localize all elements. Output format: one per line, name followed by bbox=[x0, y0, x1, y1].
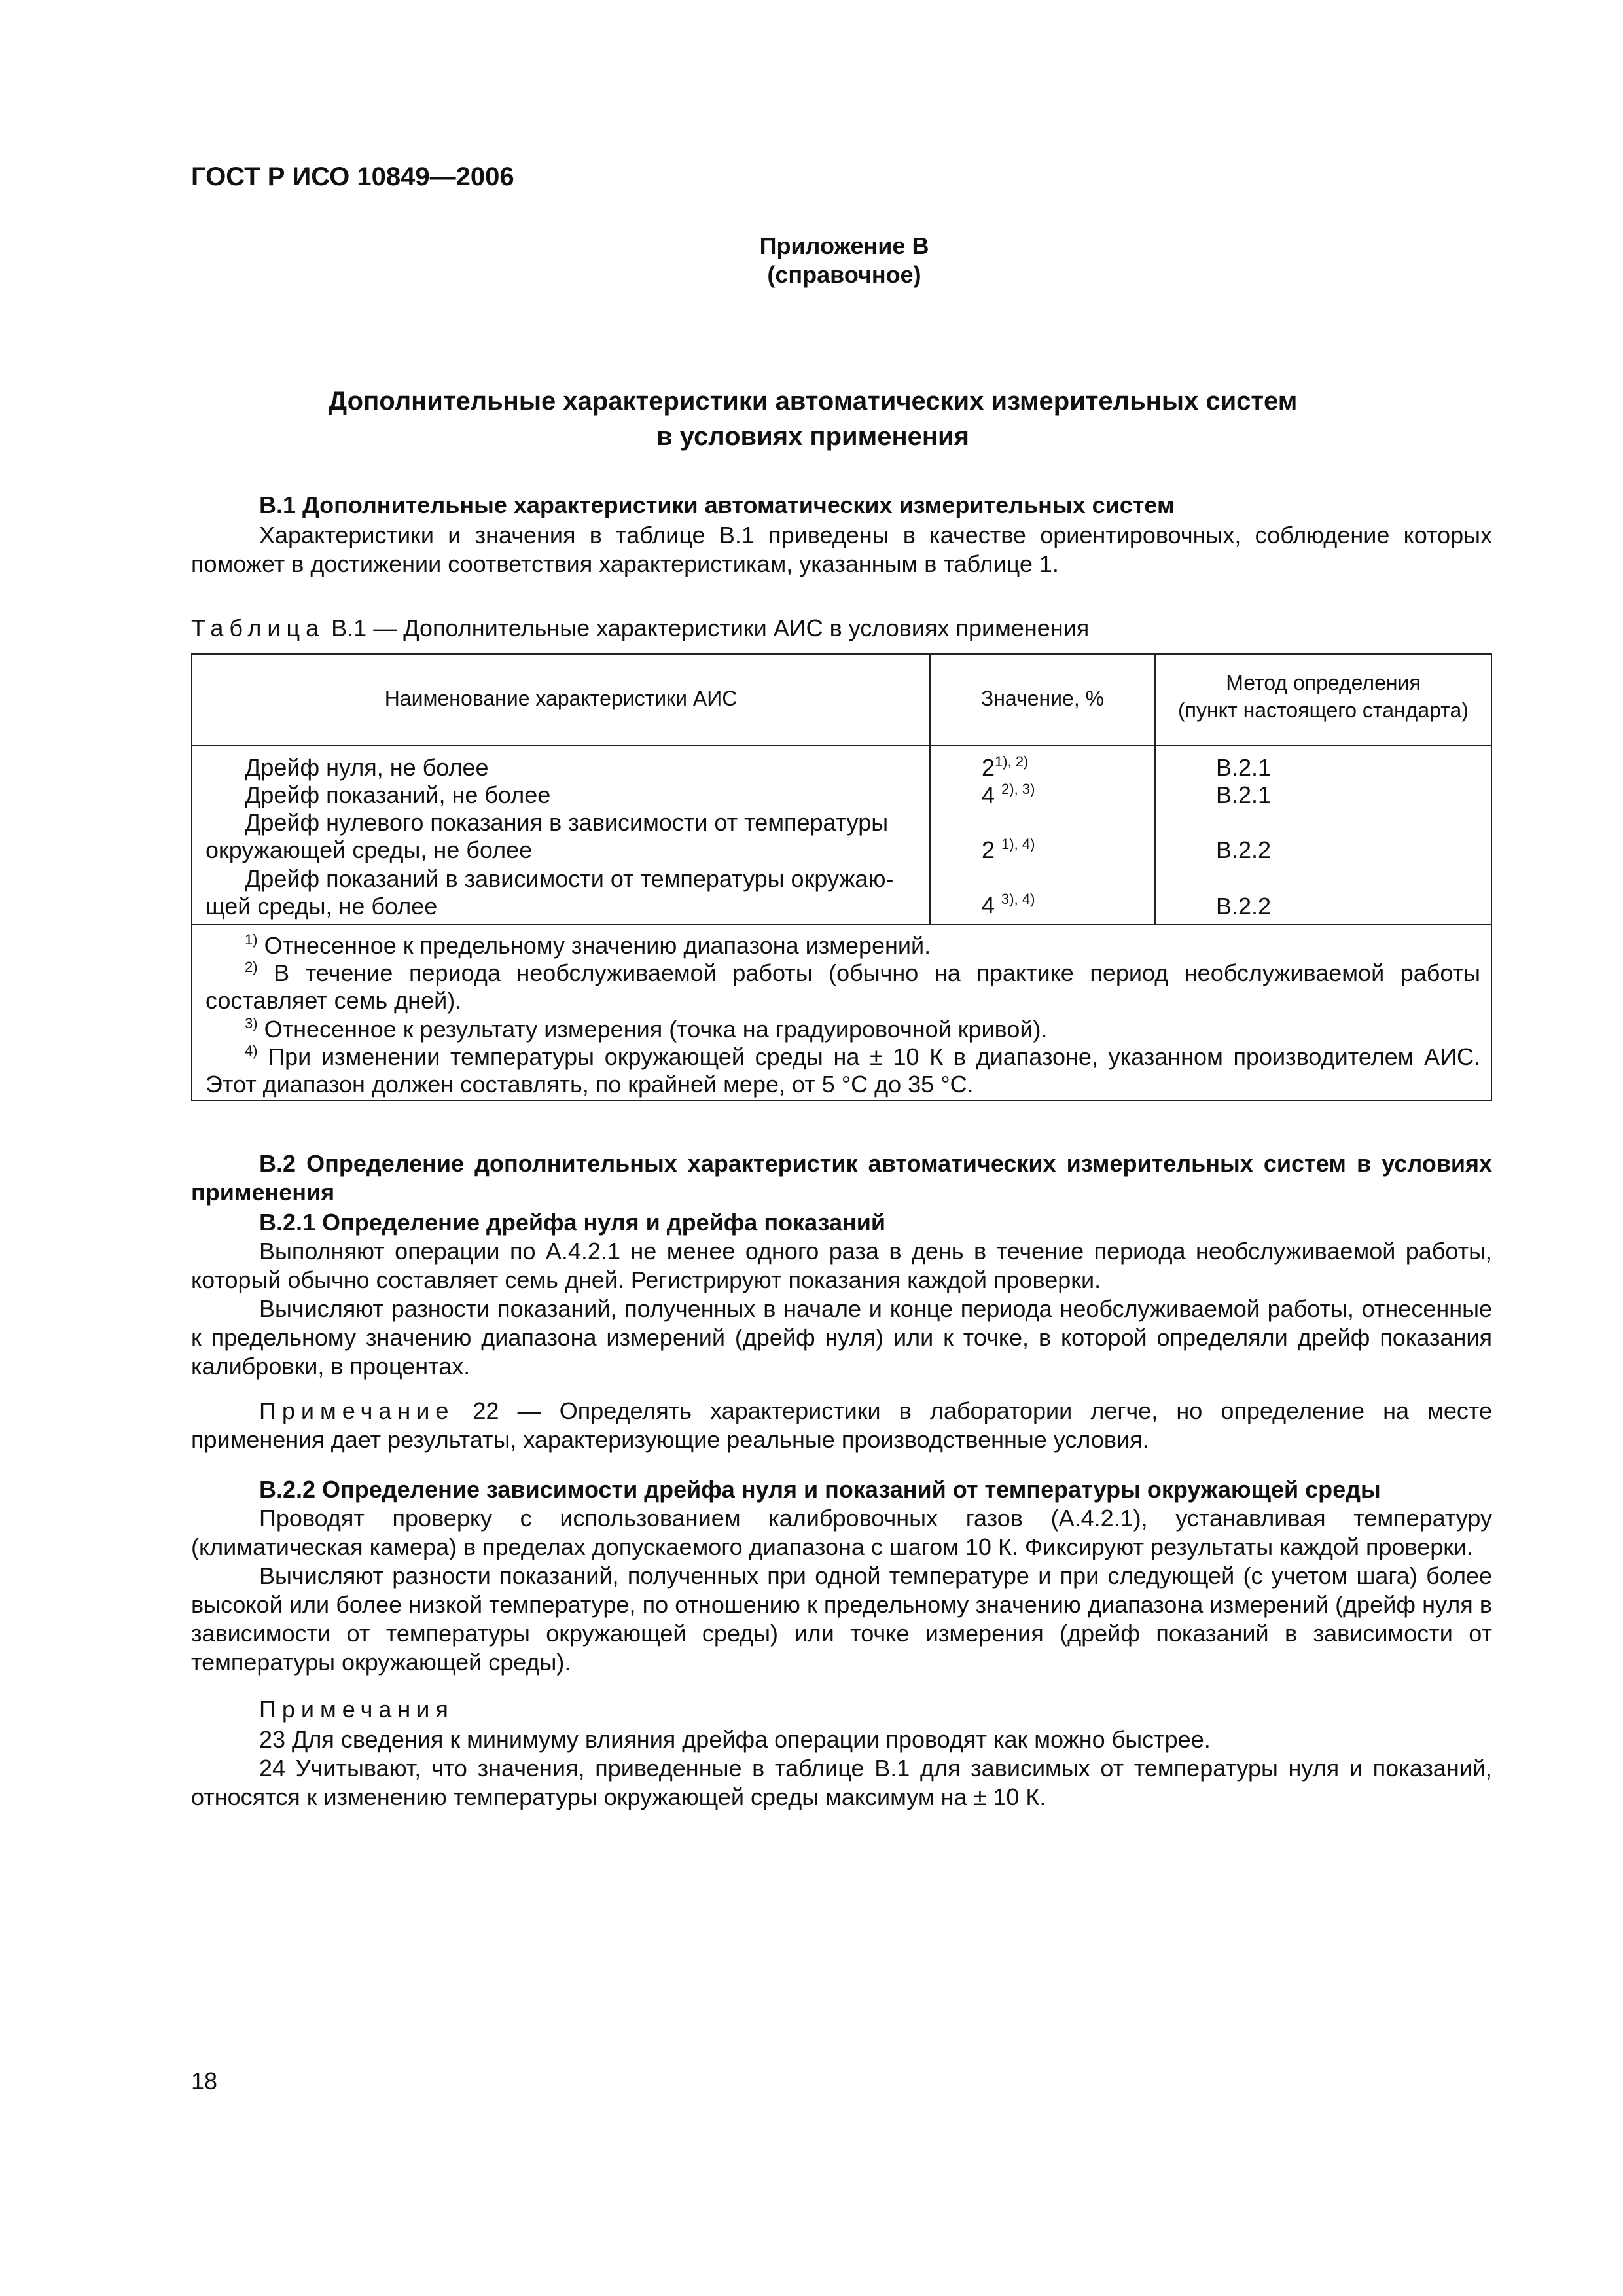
table-footnote bbox=[205, 932, 1480, 960]
table-row-name-line2: окружающей среды, не более bbox=[205, 836, 533, 863]
note-24: 24 Учитывают, что значения, приведенные в таблице В.1 для зависимых от температуры нуля и показаний, относятся к изменению температуры окружающей среды максимум на ± 10 К. bbox=[191, 1755, 1492, 1810]
table-b1 bbox=[191, 653, 1492, 1101]
footnote-mark: 2) bbox=[245, 959, 258, 975]
annex-label-block bbox=[720, 232, 969, 289]
table-row-name: Дрейф нуля, не более bbox=[245, 754, 489, 781]
table-value-number: 4 bbox=[982, 891, 995, 918]
footnote-text: Отнесенное к предельному значению диапазона измерений. bbox=[264, 932, 931, 959]
notes-label: Примечания bbox=[259, 1696, 454, 1723]
footnote-text: В течение периода необслуживаемой работы (обычно на практике период необслуживаемой работы составляет семь дней). bbox=[205, 960, 1480, 1014]
table-row-method: В.2.1 bbox=[1216, 781, 1272, 808]
table-row-value bbox=[982, 836, 1035, 864]
annex-label: Приложение В bbox=[759, 232, 929, 259]
footnote-text: Отнесенное к результату измерения (точка на градуировочной кривой). bbox=[264, 1016, 1048, 1043]
section-b21-paragraph2: Вычисляют разности показаний, полученных в начале и конце периода необслуживаемой работы, отнесенные к предельному значению диапазона измерений (дрейф нуля) или к точке, в которой определяли дрейф показания калибровки, в процентах. bbox=[191, 1295, 1492, 1380]
footnote-text: При изменении температуры окружающей среды на ± 10 К в диапазоне, указанном производителем АИС. Этот диапазон должен составлять, по крайней мере, от 5 °С до 35 °С. bbox=[205, 1043, 1480, 1098]
table-footnote bbox=[205, 1016, 1480, 1043]
table-value-number: 2 bbox=[982, 754, 995, 781]
annex-title-line2: в условиях применения bbox=[656, 422, 969, 451]
table-row-method: В.2.2 bbox=[1216, 893, 1272, 920]
note-22 bbox=[191, 1397, 1492, 1454]
table-caption-prefix: Таблица bbox=[191, 615, 325, 641]
table-row-method: В.2.1 bbox=[1216, 754, 1272, 781]
table-row-value bbox=[982, 781, 1035, 809]
table-header-name: Наименование характеристики АИС bbox=[384, 687, 738, 710]
footnote-mark: 3) bbox=[245, 1015, 258, 1031]
note-23: 23 Для сведения к минимуму влияния дрейфа операции проводят как можно быстрее. bbox=[259, 1726, 1211, 1753]
table-caption bbox=[191, 614, 1089, 643]
section-b1-heading: В.1 Дополнительные характеристики автоматических измерительных систем bbox=[259, 492, 1175, 518]
table-divider bbox=[192, 924, 1491, 925]
section-b21-paragraph1: Выполняют операции по А.4.2.1 не менее одного раза в день в течение периода необслуживаемой работы, который обычно составляет семь дней. Регистрируют показания каждой проверки. bbox=[191, 1238, 1492, 1293]
table-row-method: В.2.2 bbox=[1216, 836, 1272, 863]
table-value-footnote-mark: 1), 4) bbox=[1001, 836, 1035, 852]
footnote-mark: 1) bbox=[245, 931, 258, 948]
note-22-label: Примечание bbox=[259, 1397, 455, 1424]
annex-title-line1: Дополнительные характеристики автоматических измерительных систем bbox=[328, 387, 1298, 416]
table-row-name-line1: Дрейф показаний в зависимости от температуры окружаю- bbox=[245, 865, 894, 892]
section-b1-paragraph: Характеристики и значения в таблице В.1 приведены в качестве ориентировочных, соблюдение которых поможет в достижении соответствия характеристикам, указанным в таблице 1. bbox=[191, 522, 1492, 577]
section-b2-heading: В.2 Определение дополнительных характеристик автоматических измерительных систем в условиях применения bbox=[191, 1150, 1492, 1206]
note-22-text: 22 — Определять характеристики в лаборатории легче, но определение на месте применения дает результаты, характеризующие реальные производственные условия. bbox=[191, 1397, 1492, 1453]
table-footnote bbox=[205, 1043, 1480, 1098]
document-header: ГОСТ Р ИСО 10849—2006 bbox=[191, 162, 514, 191]
table-value-footnote-mark: 2), 3) bbox=[1001, 781, 1035, 797]
table-header-method-line2: (пункт настоящего стандарта) bbox=[1178, 698, 1469, 722]
annex-title bbox=[191, 384, 1435, 454]
table-value-footnote-mark: 3), 4) bbox=[1001, 891, 1035, 907]
section-b22-paragraph2: Вычисляют разности показаний, полученных при одной температуре и при следующей (с учетом шага) более высокой или более низкой температуре, по отношению к предельному значению диапазона измерений (дрейф нуля в зависимости от температуры окружающей среды) или точке измерения (дрейф показаний в зависимости от температуры окружающей среды). bbox=[191, 1562, 1492, 1676]
table-row-name: Дрейф показаний, не более bbox=[245, 781, 551, 808]
page-number: 18 bbox=[191, 2068, 218, 2094]
section-b21-heading: В.2.1 Определение дрейфа нуля и дрейфа показаний bbox=[259, 1209, 885, 1236]
table-value-number: 2 bbox=[982, 836, 995, 863]
annex-type: (справочное) bbox=[767, 261, 921, 288]
table-row-value bbox=[982, 754, 1028, 781]
footnote-mark: 4) bbox=[245, 1043, 258, 1059]
table-header-method-line1: Метод определения bbox=[1226, 671, 1421, 694]
table-header-value: Значение, % bbox=[980, 687, 1105, 710]
table-row-name-line2: щей среды, не более bbox=[205, 893, 438, 920]
table-divider bbox=[192, 745, 1491, 746]
table-footnote bbox=[205, 960, 1480, 1014]
table-header-method bbox=[1156, 669, 1491, 724]
table-row-name-line1: Дрейф нулевого показания в зависимости от температуры bbox=[245, 809, 889, 836]
table-row-value bbox=[982, 891, 1035, 919]
section-b22-paragraph1: Проводят проверку с использованием калибровочных газов (А.4.2.1), устанавливая температуру (климатическая камера) в пределах допускаемого диапазона с шагом 10 К. Фиксируют результаты каждой проверки. bbox=[191, 1505, 1492, 1560]
table-value-number: 4 bbox=[982, 781, 995, 808]
section-b22-heading: В.2.2 Определение зависимости дрейфа нуля и показаний от температуры окружающей среды bbox=[259, 1476, 1381, 1503]
table-caption-text: В.1 — Дополнительные характеристики АИС в условиях применения bbox=[331, 615, 1090, 641]
table-value-footnote-mark: 1), 2) bbox=[995, 753, 1029, 770]
